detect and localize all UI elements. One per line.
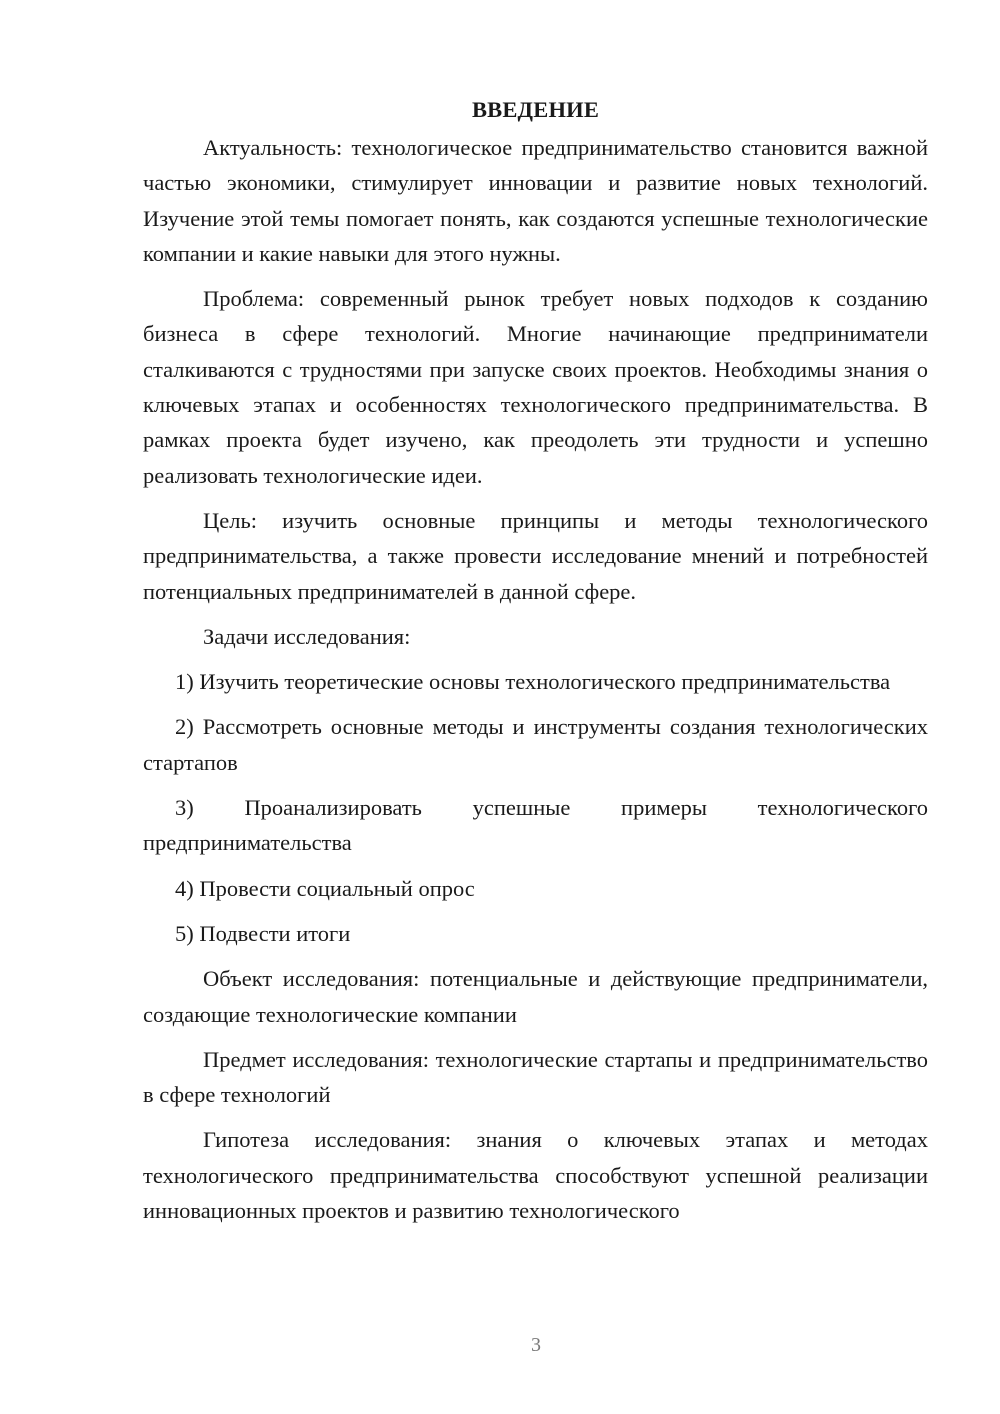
task-item: 2) Рассмотреть основные методы и инструменты создания технологических стартапов (143, 714, 928, 775)
tasks-list (143, 664, 928, 951)
task-item: 5) Подвести итоги (175, 920, 351, 946)
object-paragraph: Объект исследования: потенциальные и действующие предприниматели, создающие технологические компании (143, 966, 928, 1027)
relevance-paragraph: Актуальность: технологическое предпринимательство становится важной частью экономики, стимулирует инновации и развитие новых технологий. Изучение этой темы помогает понять, как создаются успешные технологические компании и какие навыки для этого нужны. (143, 135, 928, 266)
hypothesis-paragraph: Гипотеза исследования: знания о ключевых этапах и методах технологического предпринимательства способствуют успешной реализации инновационных проектов и развитию технологического (143, 1127, 928, 1224)
task-item: 4) Провести социальный опрос (175, 875, 475, 901)
goal-paragraph: Цель: изучить основные принципы и методы технологического предпринимательства, а также провести исследование мнений и потребностей потенциальных предпринимателей в данной сфере. (143, 507, 928, 604)
page-number: 3 (531, 1334, 541, 1356)
task-item: 1) Изучить теоретические основы технологического предпринимательства (175, 669, 891, 695)
page-content (143, 92, 928, 1238)
task-item: 3) Проанализировать успешные примеры технологического предпринимательства (143, 795, 928, 856)
tasks-heading: Задачи исследования: (203, 623, 411, 649)
subject-paragraph: Предмет исследования: технологические стартапы и предпринимательство в сфере технологий (143, 1046, 928, 1108)
problem-paragraph: Проблема: современный рынок требует новых подходов к созданию бизнеса в сфере технологий. Многие начинающие предприниматели сталкиваются с трудностями при запуске своих проектов. Необходимы знания о ключевых этапах и особенностях технологического предпринимательства. В рамках проекта будет изучено, как преодолеть эти трудности и успешно реализовать технологические идеи. (143, 286, 928, 488)
section-title: ВВЕДЕНИЕ (471, 97, 600, 122)
